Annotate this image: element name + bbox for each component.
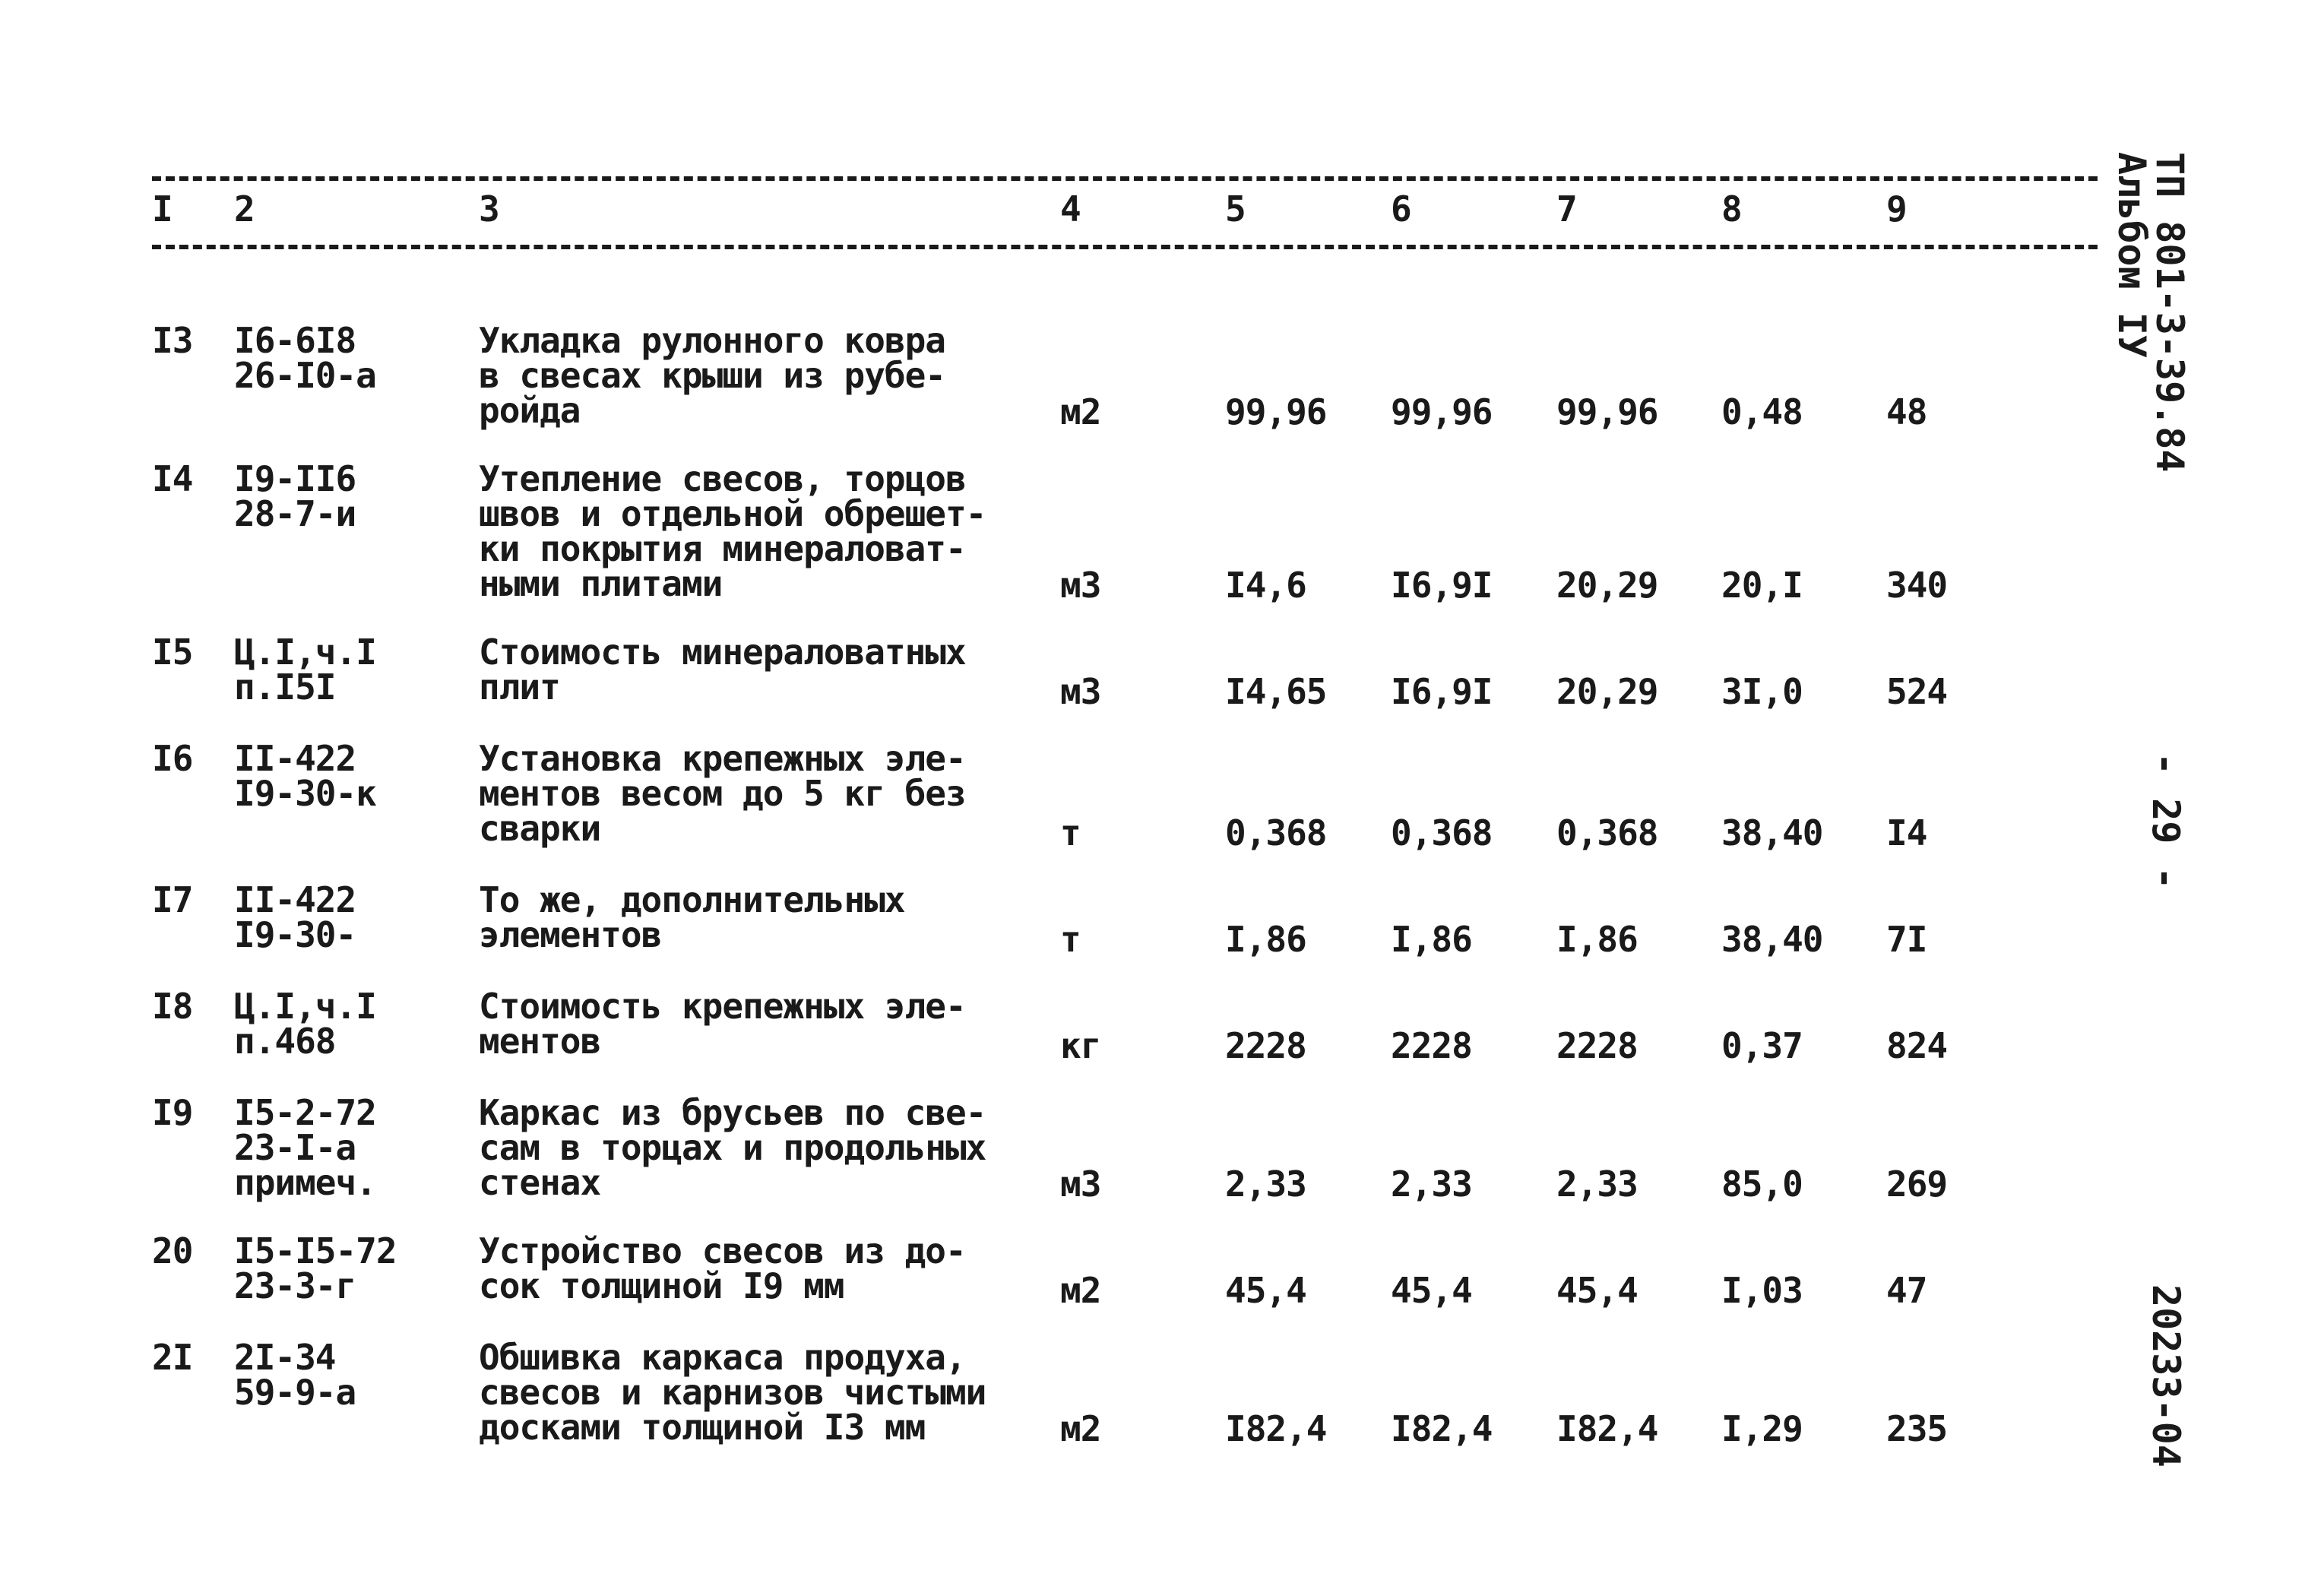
row-code: Ц.I,ч.I п.468 bbox=[234, 986, 376, 1062]
table-row bbox=[0, 986, 2324, 1095]
row-col-5: 45,4 bbox=[1225, 1270, 1306, 1311]
row-col-5: 2228 bbox=[1225, 1025, 1306, 1066]
table-row bbox=[0, 1337, 2324, 1478]
row-unit: м2 bbox=[1060, 1408, 1101, 1449]
row-unit: м2 bbox=[1060, 1270, 1101, 1311]
row-col-8: 0,48 bbox=[1721, 391, 1803, 432]
header-col-4: 4 bbox=[1060, 188, 1081, 230]
row-col-9: 7I bbox=[1886, 919, 1927, 960]
row-col-8: 38,40 bbox=[1721, 919, 1823, 960]
row-col-8: 20,I bbox=[1721, 565, 1803, 606]
header-col-5: 5 bbox=[1225, 188, 1246, 230]
header-col-8: 8 bbox=[1721, 188, 1743, 230]
row-col-5: I4,6 bbox=[1225, 565, 1306, 606]
row-col-5: I,86 bbox=[1225, 919, 1306, 960]
row-code: Ц.I,ч.I п.I5I bbox=[234, 632, 376, 708]
header-col-6: 6 bbox=[1391, 188, 1412, 230]
row-col-6: 2228 bbox=[1391, 1025, 1472, 1066]
row-col-8: I,03 bbox=[1721, 1270, 1803, 1311]
row-number: I4 bbox=[152, 458, 193, 499]
row-col-7: 99,96 bbox=[1556, 391, 1658, 432]
row-col-9: 340 bbox=[1886, 565, 1948, 606]
row-col-8: 38,40 bbox=[1721, 812, 1823, 853]
row-col-7: 20,29 bbox=[1556, 565, 1658, 606]
header-col-7: 7 bbox=[1556, 188, 1578, 230]
row-code: I6-6I8 26-I0-а bbox=[234, 320, 376, 396]
header-top-divider bbox=[152, 176, 2098, 181]
table-row bbox=[0, 1092, 2324, 1233]
row-col-7: I,86 bbox=[1556, 919, 1638, 960]
row-col-9: 824 bbox=[1886, 1025, 1948, 1066]
row-col-8: 85,0 bbox=[1721, 1164, 1803, 1205]
row-description: Стоимость минераловатных плит bbox=[479, 632, 966, 708]
table-row bbox=[0, 632, 2324, 741]
row-col-9: 48 bbox=[1886, 391, 1927, 432]
row-col-5: I82,4 bbox=[1225, 1408, 1327, 1449]
row-col-6: 2,33 bbox=[1391, 1164, 1472, 1205]
row-col-8: I,29 bbox=[1721, 1408, 1803, 1449]
row-col-7: 2,33 bbox=[1556, 1164, 1638, 1205]
header-col-1: I bbox=[152, 188, 173, 230]
row-unit: м3 bbox=[1060, 671, 1101, 712]
row-unit: м2 bbox=[1060, 391, 1101, 432]
table-row bbox=[0, 458, 2324, 635]
row-col-9: 47 bbox=[1886, 1270, 1927, 1311]
row-col-9: I4 bbox=[1886, 812, 1927, 853]
row-code: II-422 I9-30- bbox=[234, 879, 356, 955]
row-col-6: I6,9I bbox=[1391, 671, 1493, 712]
row-description: Утепление свесов, торцов швов и отдельной обрешет- ки покрытия минераловат- ными плитами bbox=[479, 458, 986, 604]
row-code: 2I-34 59-9-а bbox=[234, 1337, 356, 1413]
row-number: 2I bbox=[152, 1337, 193, 1378]
row-col-5: 0,368 bbox=[1225, 812, 1327, 853]
document-code: 20233-04 bbox=[2144, 1284, 2188, 1468]
row-number: I3 bbox=[152, 320, 193, 361]
row-col-6: I6,9I bbox=[1391, 565, 1493, 606]
header-col-2: 2 bbox=[234, 188, 255, 230]
row-number: I5 bbox=[152, 632, 193, 673]
row-col-5: 99,96 bbox=[1225, 391, 1327, 432]
row-description: Установка крепежных эле- ментов весом до 5 кг без сварки bbox=[479, 738, 966, 849]
row-description: Обшивка каркаса продуха, свесов и карнизов чистыми досками толщиной I3 мм bbox=[479, 1337, 986, 1448]
row-col-8: 0,37 bbox=[1721, 1025, 1803, 1066]
row-number: I8 bbox=[152, 986, 193, 1027]
row-unit: кг bbox=[1060, 1025, 1101, 1066]
row-description: Стоимость крепежных эле- ментов bbox=[479, 986, 966, 1062]
row-col-9: 524 bbox=[1886, 671, 1948, 712]
page-number: - 29 - bbox=[2144, 752, 2188, 890]
row-code: I5-I5-72 23-3-г bbox=[234, 1230, 397, 1306]
row-col-7: I82,4 bbox=[1556, 1408, 1658, 1449]
row-unit: м3 bbox=[1060, 1164, 1101, 1205]
row-col-9: 235 bbox=[1886, 1408, 1948, 1449]
row-col-7: 45,4 bbox=[1556, 1270, 1638, 1311]
row-col-7: 2228 bbox=[1556, 1025, 1638, 1066]
table-body bbox=[0, 320, 2324, 1478]
row-unit: м3 bbox=[1060, 565, 1101, 606]
table-header bbox=[0, 186, 2324, 232]
row-col-7: 0,368 bbox=[1556, 812, 1658, 853]
row-number: I9 bbox=[152, 1092, 193, 1133]
row-col-7: 20,29 bbox=[1556, 671, 1658, 712]
header-bottom-divider bbox=[152, 245, 2098, 249]
header-col-9: 9 bbox=[1886, 188, 1908, 230]
row-col-8: 3I,0 bbox=[1721, 671, 1803, 712]
row-col-9: 269 bbox=[1886, 1164, 1948, 1205]
row-col-6: I82,4 bbox=[1391, 1408, 1493, 1449]
row-col-6: 99,96 bbox=[1391, 391, 1493, 432]
row-description: То же, дополнительных элементов bbox=[479, 879, 905, 955]
table-row bbox=[0, 879, 2324, 989]
row-description: Устройство свесов из до- сок толщиной I9 мм bbox=[479, 1230, 966, 1306]
row-unit: т bbox=[1060, 812, 1081, 853]
row-code: I9-II6 28-7-и bbox=[234, 458, 356, 534]
row-code: II-422 I9-30-к bbox=[234, 738, 376, 814]
row-description: Укладка рулонного ковра в свесах крыши из рубе- ройда bbox=[479, 320, 945, 431]
row-col-6: 45,4 bbox=[1391, 1270, 1472, 1311]
table-row bbox=[0, 1230, 2324, 1340]
row-col-5: 2,33 bbox=[1225, 1164, 1306, 1205]
row-number: 20 bbox=[152, 1230, 193, 1271]
table-row bbox=[0, 320, 2324, 461]
row-description: Каркас из брусьев по све- сам в торцах и продольных стенах bbox=[479, 1092, 986, 1203]
table-row bbox=[0, 738, 2324, 882]
document-designation: ТП 801-3-39.84 Альбом IУ bbox=[2110, 152, 2192, 473]
row-col-6: I,86 bbox=[1391, 919, 1472, 960]
row-col-6: 0,368 bbox=[1391, 812, 1493, 853]
row-number: I7 bbox=[152, 879, 193, 920]
row-code: I5-2-72 23-I-а примеч. bbox=[234, 1092, 376, 1203]
row-number: I6 bbox=[152, 738, 193, 779]
header-col-3: 3 bbox=[479, 188, 500, 230]
row-col-5: I4,65 bbox=[1225, 671, 1327, 712]
row-unit: т bbox=[1060, 919, 1081, 960]
